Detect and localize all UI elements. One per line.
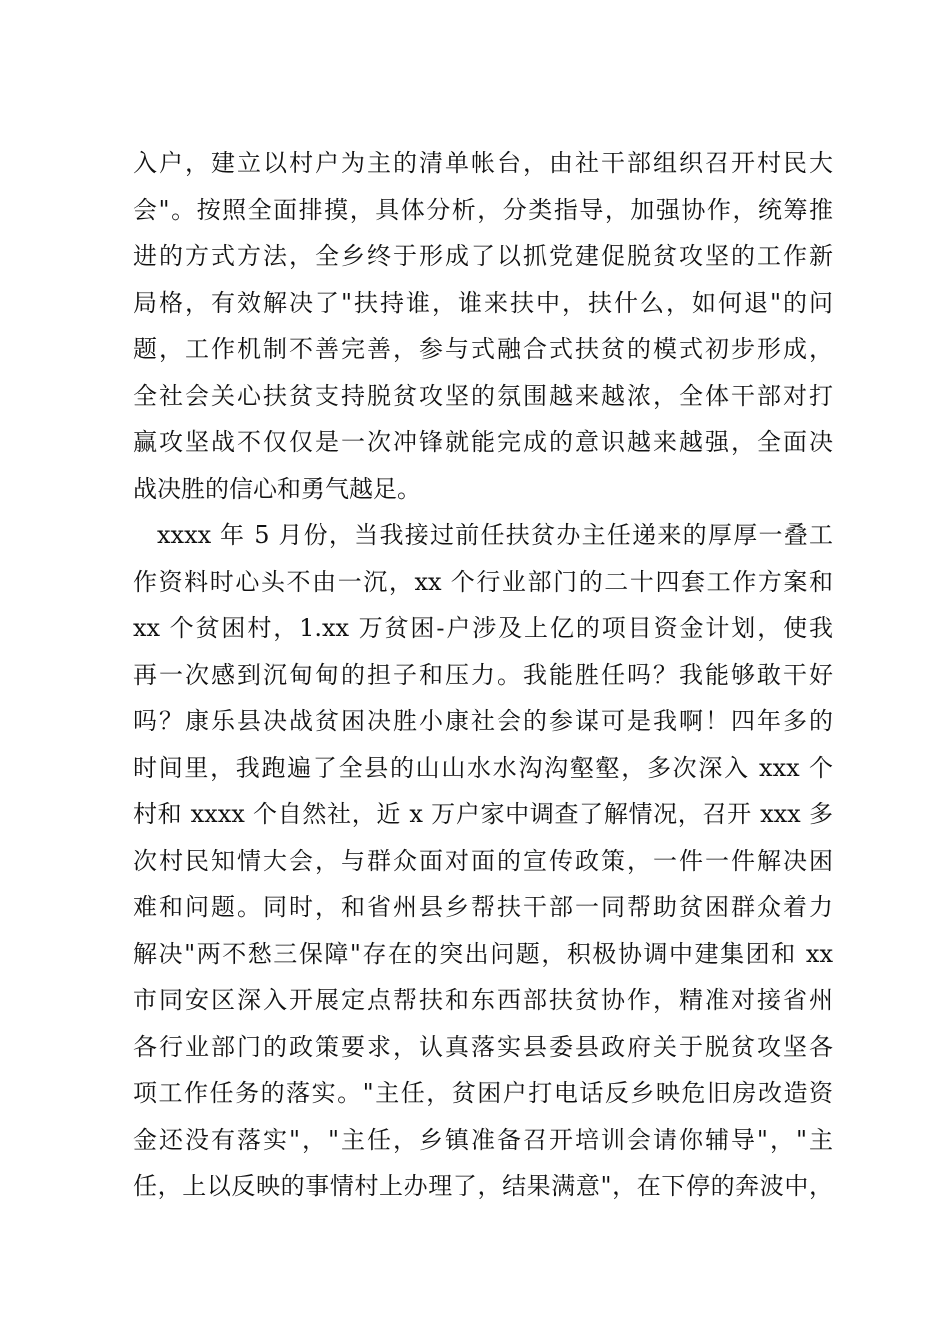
- text-line: 项工作任务的落实。"主任，贫困户打电话反乡映危旧房改造资: [133, 1079, 833, 1107]
- paragraph-1: [133, 140, 833, 512]
- text-line: xx 个贫困村，1.xx 万贫困-户涉及上亿的项目资金计划，使我: [133, 614, 833, 642]
- text-line: 作资料时心头不由一沉，xx 个行业部门的二十四套工作方案和: [133, 567, 833, 596]
- text-line: 全社会关心扶贫支持脱贫攻坚的氛围越来越浓，全体干部对打: [133, 381, 833, 410]
- text-line: 次村民知情大会，与群众面对面的宣传政策，一件一件解决困: [133, 846, 833, 875]
- text-line: 村和 xxxx 个自然社，近 x 万户家中调查了解情况，召开 xxx 多: [133, 800, 833, 828]
- text-line: 战决胜的信心和勇气越足。: [133, 474, 421, 503]
- document-body: [133, 140, 833, 1210]
- text-line: 市同安区深入开展定点帮扶和东西部扶贫协作，精准对接省州: [133, 986, 833, 1014]
- text-line: 进的方式方法，全乡终于形成了以抓党建促脱贫攻坚的工作新: [133, 242, 833, 270]
- text-line: 入户，建立以村户为主的清单帐台，由社干部组织召开村民大: [133, 149, 833, 177]
- paragraph-2: [133, 512, 833, 1210]
- text-line: 赢攻坚战不仅仅是一次冲锋就能完成的意识越来越强，全面决: [133, 428, 833, 456]
- text-line: 各行业部门的政策要求，认真落实县委县政府关于脱贫攻坚各: [133, 1032, 833, 1061]
- text-line: 再一次感到沉甸甸的担子和压力。我能胜任吗？我能够敢干好: [133, 660, 833, 689]
- text-line: 解决"两不愁三保障"存在的突出问题，积极协调中建集团和 xx: [133, 939, 833, 968]
- text-line: xxxx 年 5 月份，当我接过前任扶贫办主任递来的厚厚一叠工: [157, 521, 833, 549]
- text-line: 题，工作机制不善完善，参与式融合式扶贫的模式初步形成，: [133, 335, 833, 363]
- text-line: 时间里，我跑遍了全县的山山水水沟沟壑壑，多次深入 xxx 个: [133, 753, 833, 782]
- text-line: 任，上以反映的事情村上办理了，结果满意"，在下停的奔波中，: [133, 1172, 833, 1200]
- text-line: 难和问题。同时，和省州县乡帮扶干部一同帮助贫困群众着力: [133, 893, 833, 921]
- text-line: 金还没有落实"，"主任，乡镇准备召开培训会请你辅导"，"主: [133, 1125, 833, 1154]
- text-line: 局格，有效解决了"扶持谁，谁来扶中，扶什么，如何退"的问: [133, 288, 833, 317]
- text-line: 会"。按照全面排摸，具体分析，分类指导，加强协作，统筹推: [133, 195, 833, 224]
- text-line: 吗？康乐县决战贫困决胜小康社会的参谋可是我啊！四年多的: [133, 707, 833, 735]
